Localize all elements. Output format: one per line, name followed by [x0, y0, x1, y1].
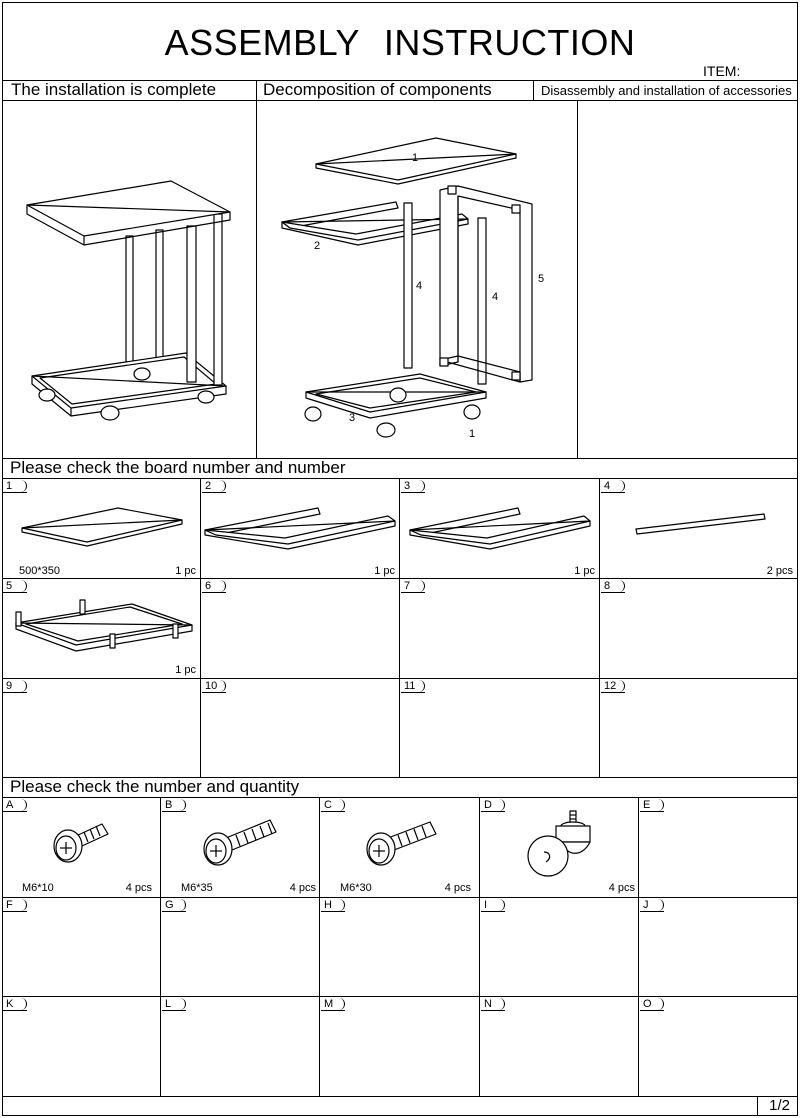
- boards-header: Please check the board number and number: [10, 458, 346, 477]
- hardware-tab-n: N: [481, 998, 505, 1011]
- board-1-qty: 1 pc: [175, 565, 196, 577]
- page-title: ASSEMBLY INSTRUCTION: [164, 22, 636, 63]
- hardware-tab-j: J: [640, 899, 664, 912]
- label-front-frame: 2: [314, 240, 321, 252]
- item-label: ITEM:: [703, 63, 741, 79]
- label-top-board: 1: [412, 152, 419, 164]
- label-caster-ref: 1: [469, 428, 476, 440]
- hardware-tab-a: A: [3, 799, 27, 812]
- hardware-header: Please check the number and quantity: [10, 777, 300, 796]
- board-tab-9: 9: [3, 680, 27, 693]
- bolt-c-icon: [367, 822, 436, 865]
- hardware-c-qty: 4 pcs: [444, 882, 471, 894]
- hardware-tab-m: M: [321, 998, 345, 1011]
- hardware-tab-e: E: [640, 799, 664, 812]
- board-tab-6: 6: [202, 580, 226, 593]
- hardware-tab-d: D: [481, 799, 505, 812]
- hardware-b-spec: M6*35: [181, 882, 213, 894]
- board-tab-7: 7: [401, 580, 425, 593]
- hardware-tab-l: L: [162, 998, 186, 1011]
- caster-d-icon: [528, 811, 590, 876]
- hardware-a-spec: M6*10: [22, 882, 54, 894]
- hardware-tab-g: G: [162, 899, 186, 912]
- hardware-tab-k: K: [3, 998, 27, 1011]
- board-tab-4: 4: [601, 480, 625, 493]
- installed-header: The installation is complete: [11, 80, 217, 99]
- hardware-tab-c: C: [321, 799, 345, 812]
- board-2-qty: 1 pc: [374, 565, 395, 577]
- label-leg-right: 4: [492, 291, 499, 303]
- board-tab-10: 10: [202, 680, 226, 693]
- bolt-a-icon: [54, 824, 108, 862]
- hardware-b-qty: 4 pcs: [289, 882, 316, 894]
- hardware-a-qty: 4 pcs: [125, 882, 152, 894]
- label-leg-left: 4: [416, 280, 423, 292]
- label-side-frame: 5: [538, 273, 545, 285]
- accessories-header: Disassembly and installation of accessories: [541, 83, 792, 98]
- board-1-size: 500*350: [19, 565, 60, 577]
- hardware-tab-h: H: [321, 899, 345, 912]
- board-4-qty: 2 pcs: [766, 565, 793, 577]
- board-tab-5: 5: [3, 580, 27, 593]
- board-tab-8: 8: [601, 580, 625, 593]
- page-number: 1/2: [769, 1097, 790, 1114]
- hardware-tab-b: B: [162, 799, 186, 812]
- board-tab-1: 1: [3, 480, 27, 493]
- board-tab-12: 12: [601, 680, 625, 693]
- hardware-tab-i: I: [481, 899, 505, 912]
- hardware-d-qty: 4 pcs: [608, 882, 635, 894]
- hardware-tab-f: F: [3, 899, 27, 912]
- bolt-b-icon: [204, 820, 276, 865]
- hardware-c-spec: M6*30: [340, 882, 372, 894]
- board-5-qty: 1 pc: [175, 664, 196, 676]
- label-base-frame: 3: [349, 412, 356, 424]
- board-tab-11: 11: [401, 680, 425, 693]
- board-tab-3: 3: [401, 480, 425, 493]
- hardware-tab-o: O: [640, 998, 664, 1011]
- board-3-qty: 1 pc: [574, 565, 595, 577]
- decomposition-header: Decomposition of components: [263, 80, 492, 99]
- board-tab-2: 2: [202, 480, 226, 493]
